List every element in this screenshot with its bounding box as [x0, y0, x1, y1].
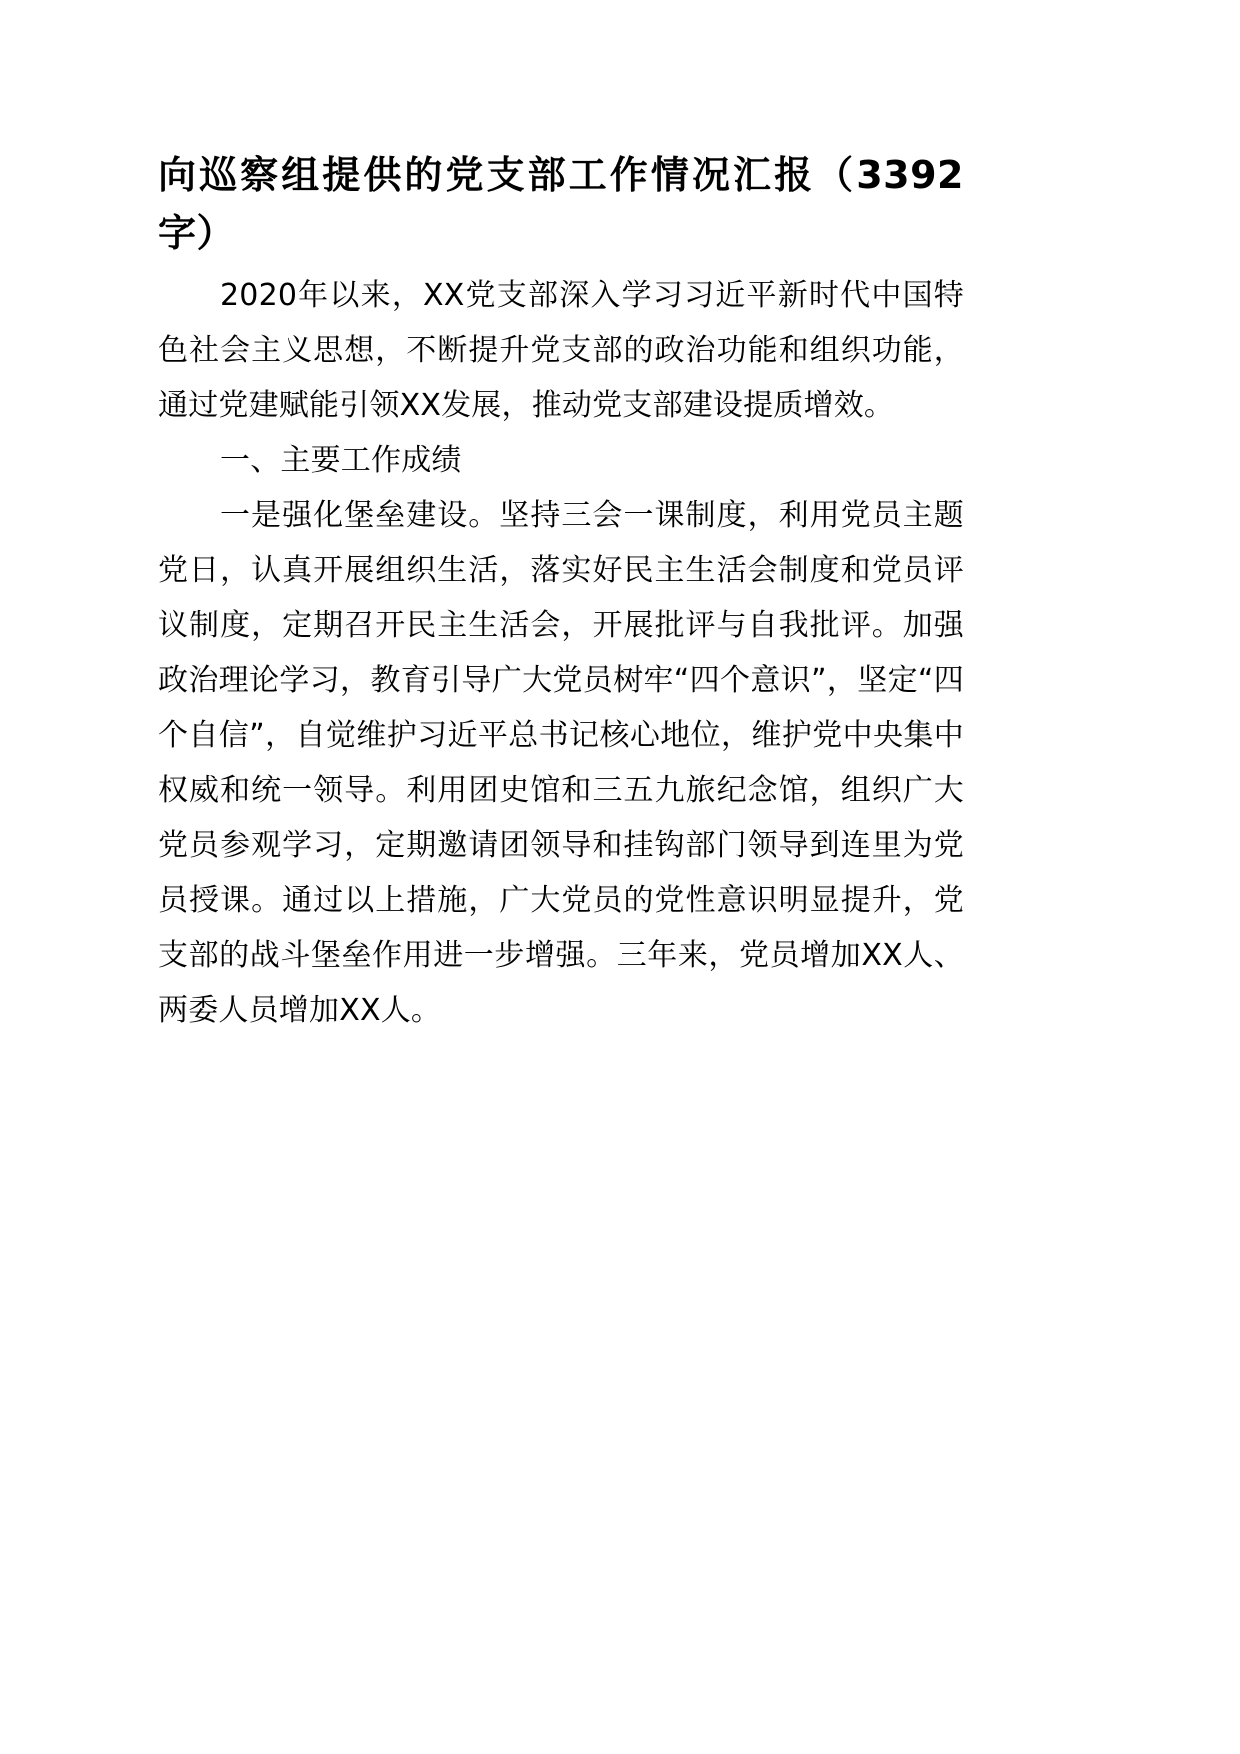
paragraph-strengthen-fortress: 一是强化堡垒建设。坚持三会一课制度，利用党员主题党日，认真开展组织生活，落实好民主生活会制度和党员评议制度，定期召开民主生活会，开展批评与自我批评。加强政治理论学习，教育引导广大党员树牢“四个意识”，坚定“四个自信”，自觉维护习近平总书记核心地位，维护党中央集中权威和统一领导。利用团史馆和三五九旅纪念馆，组织广大党员参观学习，定期邀请团领导和挂钩部门领导到连里为党员授课。通过以上措施，广大党员的党性意识明显提升，党支部的战斗堡垒作用进一步增强。三年来，党员增加XX人、两委人员增加XX人。 [158, 498, 964, 1028]
document-body [158, 146, 964, 1038]
section-heading-main-achievements: 一、主要工作成绩 [220, 443, 462, 478]
paragraph-intro: 2020年以来，XX党支部深入学习习近平新时代中国特色社会主义思想，不断提升党支部的政治功能和组织功能，通过党建赋能引领XX发展，推动党支部建设提质增效。 [158, 278, 964, 423]
page-title: 向巡察组提供的党支部工作情况汇报（3392字） [158, 153, 964, 255]
